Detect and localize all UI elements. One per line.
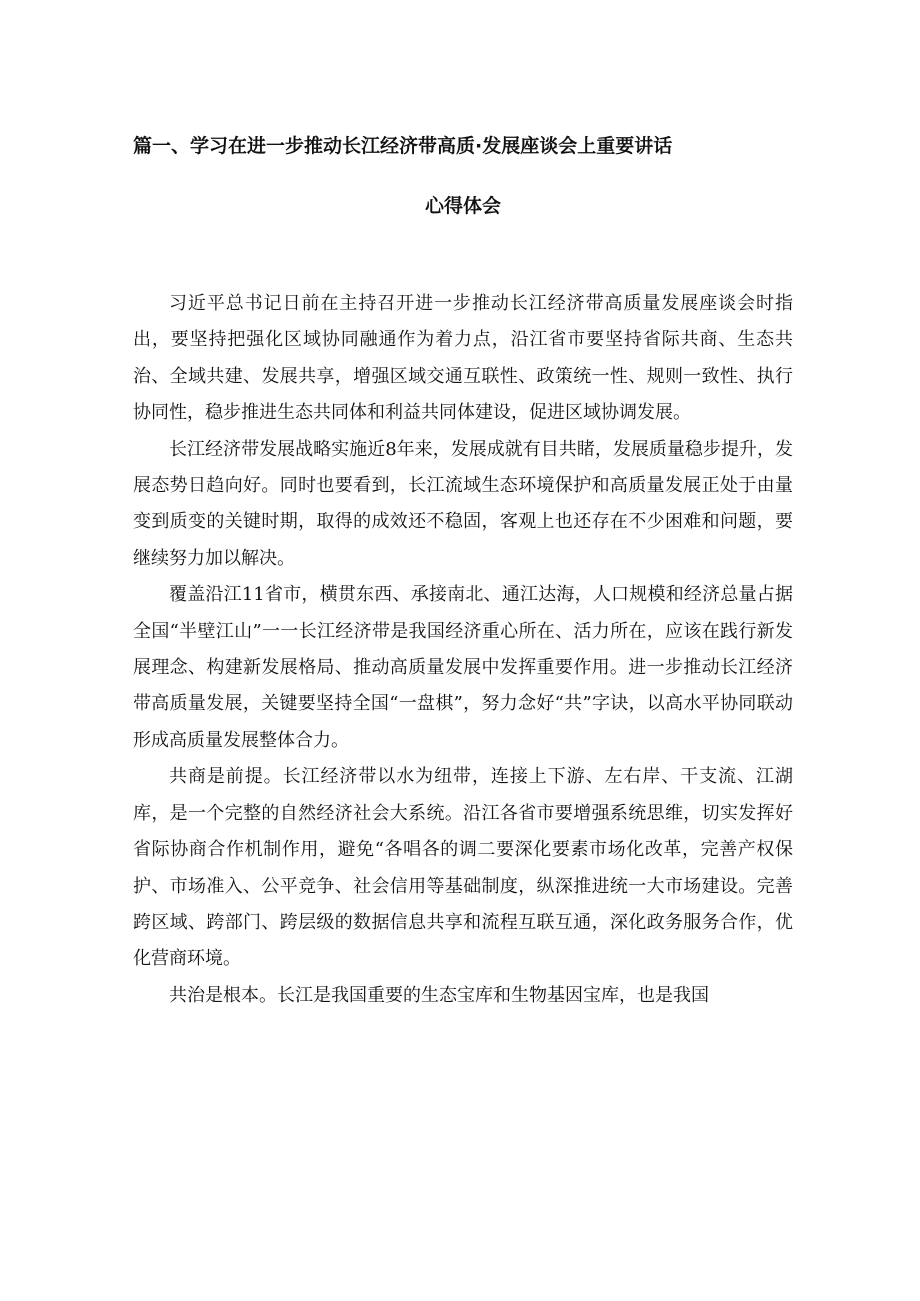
body-paragraph: 共治是根本。长江是我国重要的生态宝库和生物基因宝库，也是我国 [169,984,709,1006]
document-body [133,286,793,1014]
body-paragraph: 习近平总书记日前在主持召开进一步推动长江经济带高质量发展座谈会时指出，要坚持把强化区域协同融通作为着力点，沿江省市要坚持省际共商、生态共治、全域共建、发展共享，增强区域交通互联性、政策统一性、规则一致性、执行协同性，稳步推进生态共同体和利益共同体建设，促进区域协调发展。 [133,293,793,424]
body-paragraph: 覆盖沿江11省市，横贯东西、承接南北、通江达海，人口规模和经济总量占据全国“半壁江山”一一长江经济带是我国经济重心所在、活力所在，应该在践行新发展理念、构建新发展格局、推动高质量发展中发挥重要作用。进一步推动长江经济带高质量发展，关键要坚持全国“一盘棋”，努力念好“共”字诀，以高水平协同联动形成高质量发展整体合力。 [133,584,793,751]
body-paragraph: 共商是前提。长江经济带以水为纽带，连接上下游、左右岸、干支流、江湖库，是一个完整的自然经济社会大系统。沿江各省市要增强系统思维，切实发挥好省际协商合作机制作用，避免“各唱各的调二要深化要素市场化改革，完善产权保护、市场准入、公平竞争、社会信用等基础制度，纵深推进统一大市场建设。完善跨区域、跨部门、跨层级的数据信息共享和流程互联互通，深化政务服务合作，优化营商环境。 [133,766,793,970]
document-title-line1: 篇一、学习在进一步推动长江经济带高质·发展座谈会上重要讲话 [133,135,673,157]
body-paragraph: 长江经济带发展战略实施近8年来，发展成就有目共睹，发展质量稳步提升，发展态势日趋向好。同时也要看到，长江流域生态环境保护和高质量发展正处于由量变到质变的关键时期，取得的成效还不稳固，客观上也还存在不少困难和问题，要继续努力加以解决。 [133,438,793,569]
document-title-line2: 心得体会 [424,195,501,217]
